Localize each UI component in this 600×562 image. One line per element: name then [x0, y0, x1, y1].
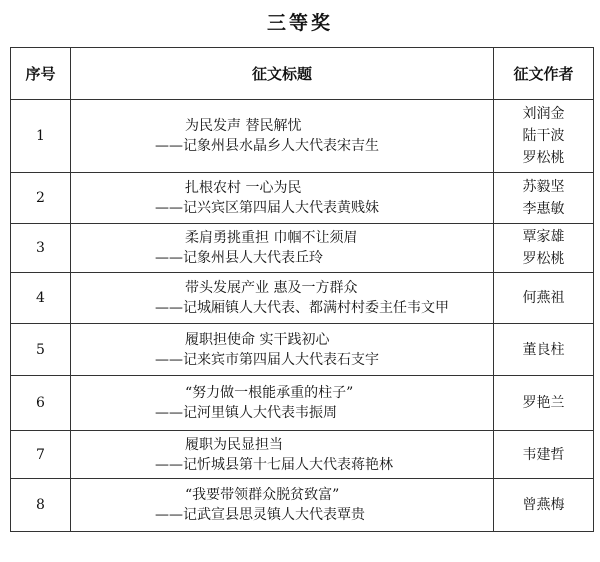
header-title: 征文标题	[71, 48, 494, 100]
essay-title: 带头发展产业 惠及一方群众	[185, 280, 358, 296]
table-body	[11, 100, 594, 532]
essay-subtitle: ——记城厢镇人大代表、都满村村委主任韦文甲	[155, 300, 449, 316]
essay-title-cell	[71, 100, 494, 173]
author-name: 罗松桃	[522, 251, 565, 267]
essay-title-cell	[71, 376, 494, 431]
essay-title: 履职为民显担当	[185, 436, 283, 453]
row-number: 6	[11, 376, 71, 431]
essay-title-cell	[71, 431, 494, 479]
essay-title-cell	[71, 173, 494, 224]
row-number: 8	[11, 479, 71, 532]
essay-title-cell	[71, 273, 494, 324]
author-cell	[494, 173, 594, 224]
table-row	[11, 376, 594, 431]
table-row	[11, 273, 594, 324]
row-number: 2	[11, 173, 71, 224]
author-name: 韦建哲	[522, 446, 565, 463]
author-cell	[494, 273, 594, 324]
author-cell	[494, 431, 594, 479]
essay-title: “努力做一根能承重的柱子”	[185, 385, 354, 401]
awards-table	[10, 47, 594, 532]
author-name: 何燕祖	[522, 290, 565, 306]
author-cell	[494, 324, 594, 376]
essay-title: 履职担使命 实干践初心	[185, 331, 330, 348]
author-name: 刘润金	[522, 106, 565, 122]
author-name: 罗艳兰	[522, 395, 565, 411]
essay-title: 扎根农村 一心为民	[185, 180, 302, 196]
author-name: 李惠敏	[522, 201, 565, 217]
row-number: 3	[11, 224, 71, 273]
table-row	[11, 324, 594, 376]
essay-subtitle: ——记河里镇人大代表韦振周	[155, 405, 337, 421]
essay-subtitle: ——记象州县人大代表丘玲	[155, 250, 323, 266]
table-row	[11, 431, 594, 479]
essay-title-cell	[71, 324, 494, 376]
row-number: 4	[11, 273, 71, 324]
page-title: 三等奖	[266, 12, 333, 34]
essay-title-cell	[71, 224, 494, 273]
header-row	[11, 48, 594, 100]
author-name: 董良柱	[522, 341, 565, 358]
row-number: 1	[11, 100, 71, 173]
essay-subtitle: ——记象州县水晶乡人大代表宋吉生	[155, 138, 379, 154]
essay-title: 柔肩勇挑重担 巾帼不让须眉	[185, 230, 358, 246]
author-name: 苏毅坚	[522, 179, 565, 195]
essay-title: “我要带领群众脱贫致富”	[185, 487, 340, 503]
header-num: 序号	[11, 48, 71, 100]
row-number: 5	[11, 324, 71, 376]
essay-subtitle: ——记忻城县第十七届人大代表蒋艳林	[155, 456, 393, 473]
author-name: 罗松桃	[522, 150, 565, 166]
author-cell	[494, 376, 594, 431]
table-row	[11, 173, 594, 224]
essay-title-cell	[71, 479, 494, 532]
essay-subtitle: ——记来宾市第四届人大代表石支宇	[155, 351, 379, 368]
essay-subtitle: ——记兴宾区第四届人大代表黄贱妹	[155, 200, 379, 216]
essay-title: 为民发声 替民解忧	[185, 118, 302, 134]
author-cell	[494, 479, 594, 532]
author-name: 陆干波	[522, 128, 565, 144]
table-row	[11, 224, 594, 273]
author-cell	[494, 224, 594, 273]
author-name: 曾燕梅	[522, 497, 565, 513]
essay-subtitle: ——记武宣县思灵镇人大代表覃贵	[155, 507, 365, 523]
table-row	[11, 479, 594, 532]
author-name: 覃家雄	[522, 229, 565, 245]
row-number: 7	[11, 431, 71, 479]
table-row	[11, 100, 594, 173]
author-cell	[494, 100, 594, 173]
header-author: 征文作者	[494, 48, 594, 100]
